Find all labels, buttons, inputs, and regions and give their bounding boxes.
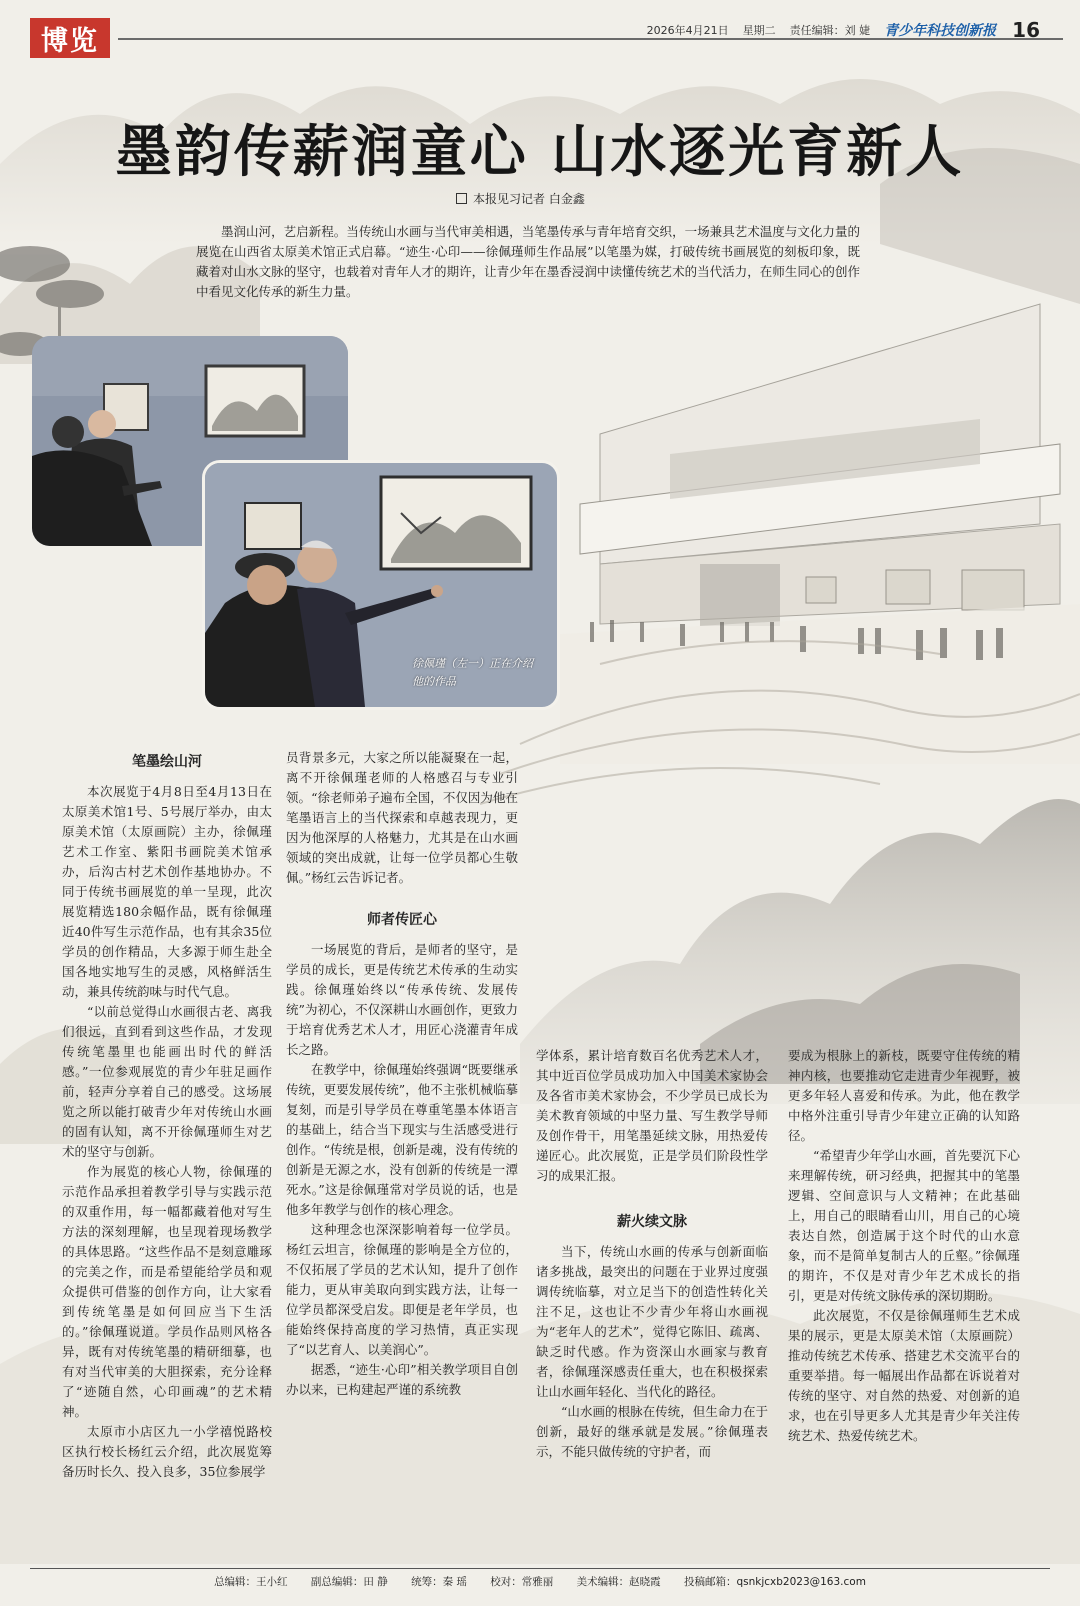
body-paragraph: “山水画的根脉在传统，但生命力在于创新，最好的继承就是发展。”徐佩瑾表示，不能只做传统的守护者，而 bbox=[536, 1404, 768, 1459]
body-paragraph: “希望青少年学山水画，首先要沉下心来理解传统，研习经典，把握其中的笔墨逻辑、空间意识与人文精神；在此基础上，用自己的眼睛看山川，用自己的心境表达自然，创造属于这个时代的山水意象，而不是简单复制古人的丘壑。”徐佩瑾的期许，不仅是对青少年艺术成长的指引，更是对传统文脉传承的深切期盼。 bbox=[788, 1148, 1020, 1303]
article-headline: 墨韵传薪润童心 山水逐光育新人 bbox=[115, 120, 965, 185]
responsible-editor: 责任编辑：刘 婕 bbox=[789, 24, 871, 37]
byline-box-icon bbox=[456, 193, 467, 204]
footer-coordinator: 统筹：秦 瑶 bbox=[411, 1576, 467, 1588]
article-byline bbox=[456, 190, 585, 207]
section-heading: 笔墨绘山河 bbox=[132, 754, 202, 770]
article-column-1 bbox=[62, 752, 272, 1482]
body-paragraph: “以前总觉得山水画很古老、离我们很远，直到看到这些作品，才发现传统笔墨里也能画出时代的鲜活感。”一位参观展览的青少年驻足画作前，轻声分享着自己的感受。这场展览之所以能打破青少年对传统山水画的固有认知，离不开徐佩瑾师生对艺术的坚守与创新。 bbox=[62, 1004, 272, 1159]
body-paragraph-continued: 学体系，累计培育数百名优秀艺术人才，其中近百位学员成功加入中国美术家协会及各省市美术家协会，不少学员已成长为美术教育领域的中坚力量、写生教学导师及创作骨干，用笔墨延续文脉，用热爱传递匠心。此次展览，正是学员们阶段性学习的成果汇报。 bbox=[536, 1048, 768, 1183]
body-paragraph: 本次展览于4月8日至4月13日在太原美术馆1号、5号展厅举办，由太原美术馆（太原画院）主办，徐佩瑾艺术工作室、紫阳书画院美术馆承办，后沟古村艺术创作基地协办。不同于传统书画展览的单一呈现，此次展览精选180余幅作品，既有徐佩瑾近40件写生示范作品，也有其余35位学员的创作精品，大多源于师生赴全国各地实地写生的灵感，风格鲜活生动，兼具传统韵味与时代气息。 bbox=[62, 784, 272, 999]
section-heading: 师者传匠心 bbox=[367, 912, 437, 928]
body-paragraph: 据悉，“迹生·心印”相关教学项目自创办以来，已构建起严谨的系统教 bbox=[286, 1362, 518, 1397]
body-paragraph: 在教学中，徐佩瑾始终强调“既要继承传统，更要发展传统”，他不主张机械临摹复刻，而是引导学员在尊重笔墨本体语言的基础上，结合当下现实与生活感受进行创作。“传统是根，创新是魂，没有传统的创新是无源之水，没有创新的传统是一潭死水。”这是徐佩瑾常对学员说的话，也是他多年教学与创作的核心理念。 bbox=[286, 1062, 518, 1217]
body-paragraph: 作为展览的核心人物，徐佩瑾的示范作品承担着教学引导与实践示范的双重作用，每一幅都藏着他对写生方法的深刻理解，也呈现着现场教学的具体思路。“这些作品不是刻意雕琢的完美之作，而是希望能给学员和观众提供可借鉴的创作方向，让大家看到传统笔墨是如何回应当下生活的。”徐佩瑾说道。学员作品则风格各异，既有对传统笔墨的精研细摹，也有对当代审美的大胆探索，充分诠释了“迹随自然，心印画魂”的艺术精神。 bbox=[62, 1164, 272, 1419]
body-paragraph-continued: 要成为根脉上的新枝，既要守住传统的精神内核，也要推动它走进青少年视野，被更多年轻人喜爱和传承。为此，他在教学中格外注重引导青少年建立正确的认知路径。 bbox=[788, 1048, 1020, 1143]
footer-deputy-editor: 副总编辑：田 静 bbox=[310, 1576, 388, 1588]
footer-rule bbox=[30, 1568, 1050, 1569]
body-paragraph: 这种理念也深深影响着每一位学员。杨红云坦言，徐佩瑾的影响是全方位的，不仅拓展了学员的艺术认知，提升了创作能力，更从审美取向到实践方法，让每一位学员都深受启发。即便是老年学员，也能始终保持高度的学习热情，真正实现了“以艺育人、以美润心”。 bbox=[286, 1222, 518, 1357]
page-number: 16 bbox=[1012, 18, 1040, 42]
photo-caption: 徐佩瑾（左一）正在介绍他的作品 bbox=[412, 657, 533, 688]
body-paragraph-continued: 员背景多元，大家之所以能凝聚在一起，离不开徐佩瑾老师的人格感召与专业引领。“徐老师弟子遍布全国，不仅因为他在笔墨语言上的当代探索和卓越表现力，更因为他深厚的人格魅力，尤其是在山水画领域的突出成就，让每一位学员都心生敬佩。”杨红云告诉记者。 bbox=[286, 750, 518, 885]
page-masthead bbox=[0, 0, 1080, 57]
section-heading: 薪火续文脉 bbox=[617, 1214, 687, 1230]
issue-date: 2026年4月21日 bbox=[646, 24, 729, 37]
article-lede: 墨润山河，艺启新程。当传统山水画与当代审美相遇，当笔墨传承与青年培育交织，一场兼具艺术温度与文化力量的展览在山西省太原美术馆正式启幕。“迹生·心印——徐佩瑾师生作品展”以笔墨为媒，打破传统书画展览的刻板印象，既藏着对山水文脉的坚守，也载着对青年人才的期许，让青少年在墨香浸润中读懂传统艺术的当代活力，在师生同心的创作中看见文化传承的新生力量。 bbox=[196, 224, 860, 299]
issue-weekday: 星期二 bbox=[742, 24, 776, 37]
masthead-info bbox=[647, 20, 1040, 40]
footer-art-editor: 美术编辑：赵晓霞 bbox=[576, 1576, 661, 1588]
article-column-2 bbox=[286, 748, 518, 1400]
body-paragraph: 此次展览，不仅是徐佩瑾师生艺术成果的展示，更是太原美术馆（太原画院）推动传统艺术传承、搭建艺术交流平台的重要举措。每一幅展出作品都在诉说着对传统的坚守、对自然的热爱、对创新的追求，也在引导更多人尤其是青少年关注传统艺术、热爱传统艺术。 bbox=[788, 1308, 1020, 1443]
article-column-3 bbox=[536, 1046, 768, 1462]
footer-chief-editor: 总编辑：王小红 bbox=[214, 1576, 288, 1588]
article-column-4 bbox=[788, 1046, 1020, 1446]
body-paragraph: 太原市小店区九一小学禧悦路校区执行校长杨红云介绍，此次展览筹备历时长久、投入良多，35位参展学 bbox=[62, 1424, 272, 1479]
section-rubric: 博览 bbox=[30, 18, 110, 58]
newspaper-name: 青少年科技创新报 bbox=[884, 23, 997, 39]
body-paragraph: 当下，传统山水画的传承与创新面临诸多挑战，最突出的问题在于业界过度强调传统临摹，对立足当下的创造性转化关注不足，这也让不少青少年将山水画视为“老年人的艺术”，觉得它陈旧、疏离、缺乏时代感。作为资深山水画家与教育者，徐佩瑾深感责任重大，也在积极探索让山水画年轻化、当代化的路径。 bbox=[536, 1244, 768, 1399]
footer-email[interactable]: 投稿邮箱：qsnkjcxb2023@163.com bbox=[683, 1576, 866, 1588]
page-footer bbox=[0, 1574, 1080, 1589]
byline-text: 本报见习记者 白金鑫 bbox=[473, 192, 585, 206]
body-paragraph: 一场展览的背后，是师者的坚守，是学员的成长，更是传统艺术传承的生动实践。徐佩瑾始终以“传承传统、发展传统”为初心，不仅深耕山水画创作，更致力于培育优秀艺术人才，用匠心浇灌青年成长之路。 bbox=[286, 942, 518, 1057]
footer-proofreader: 校对：常雅丽 bbox=[490, 1576, 554, 1588]
